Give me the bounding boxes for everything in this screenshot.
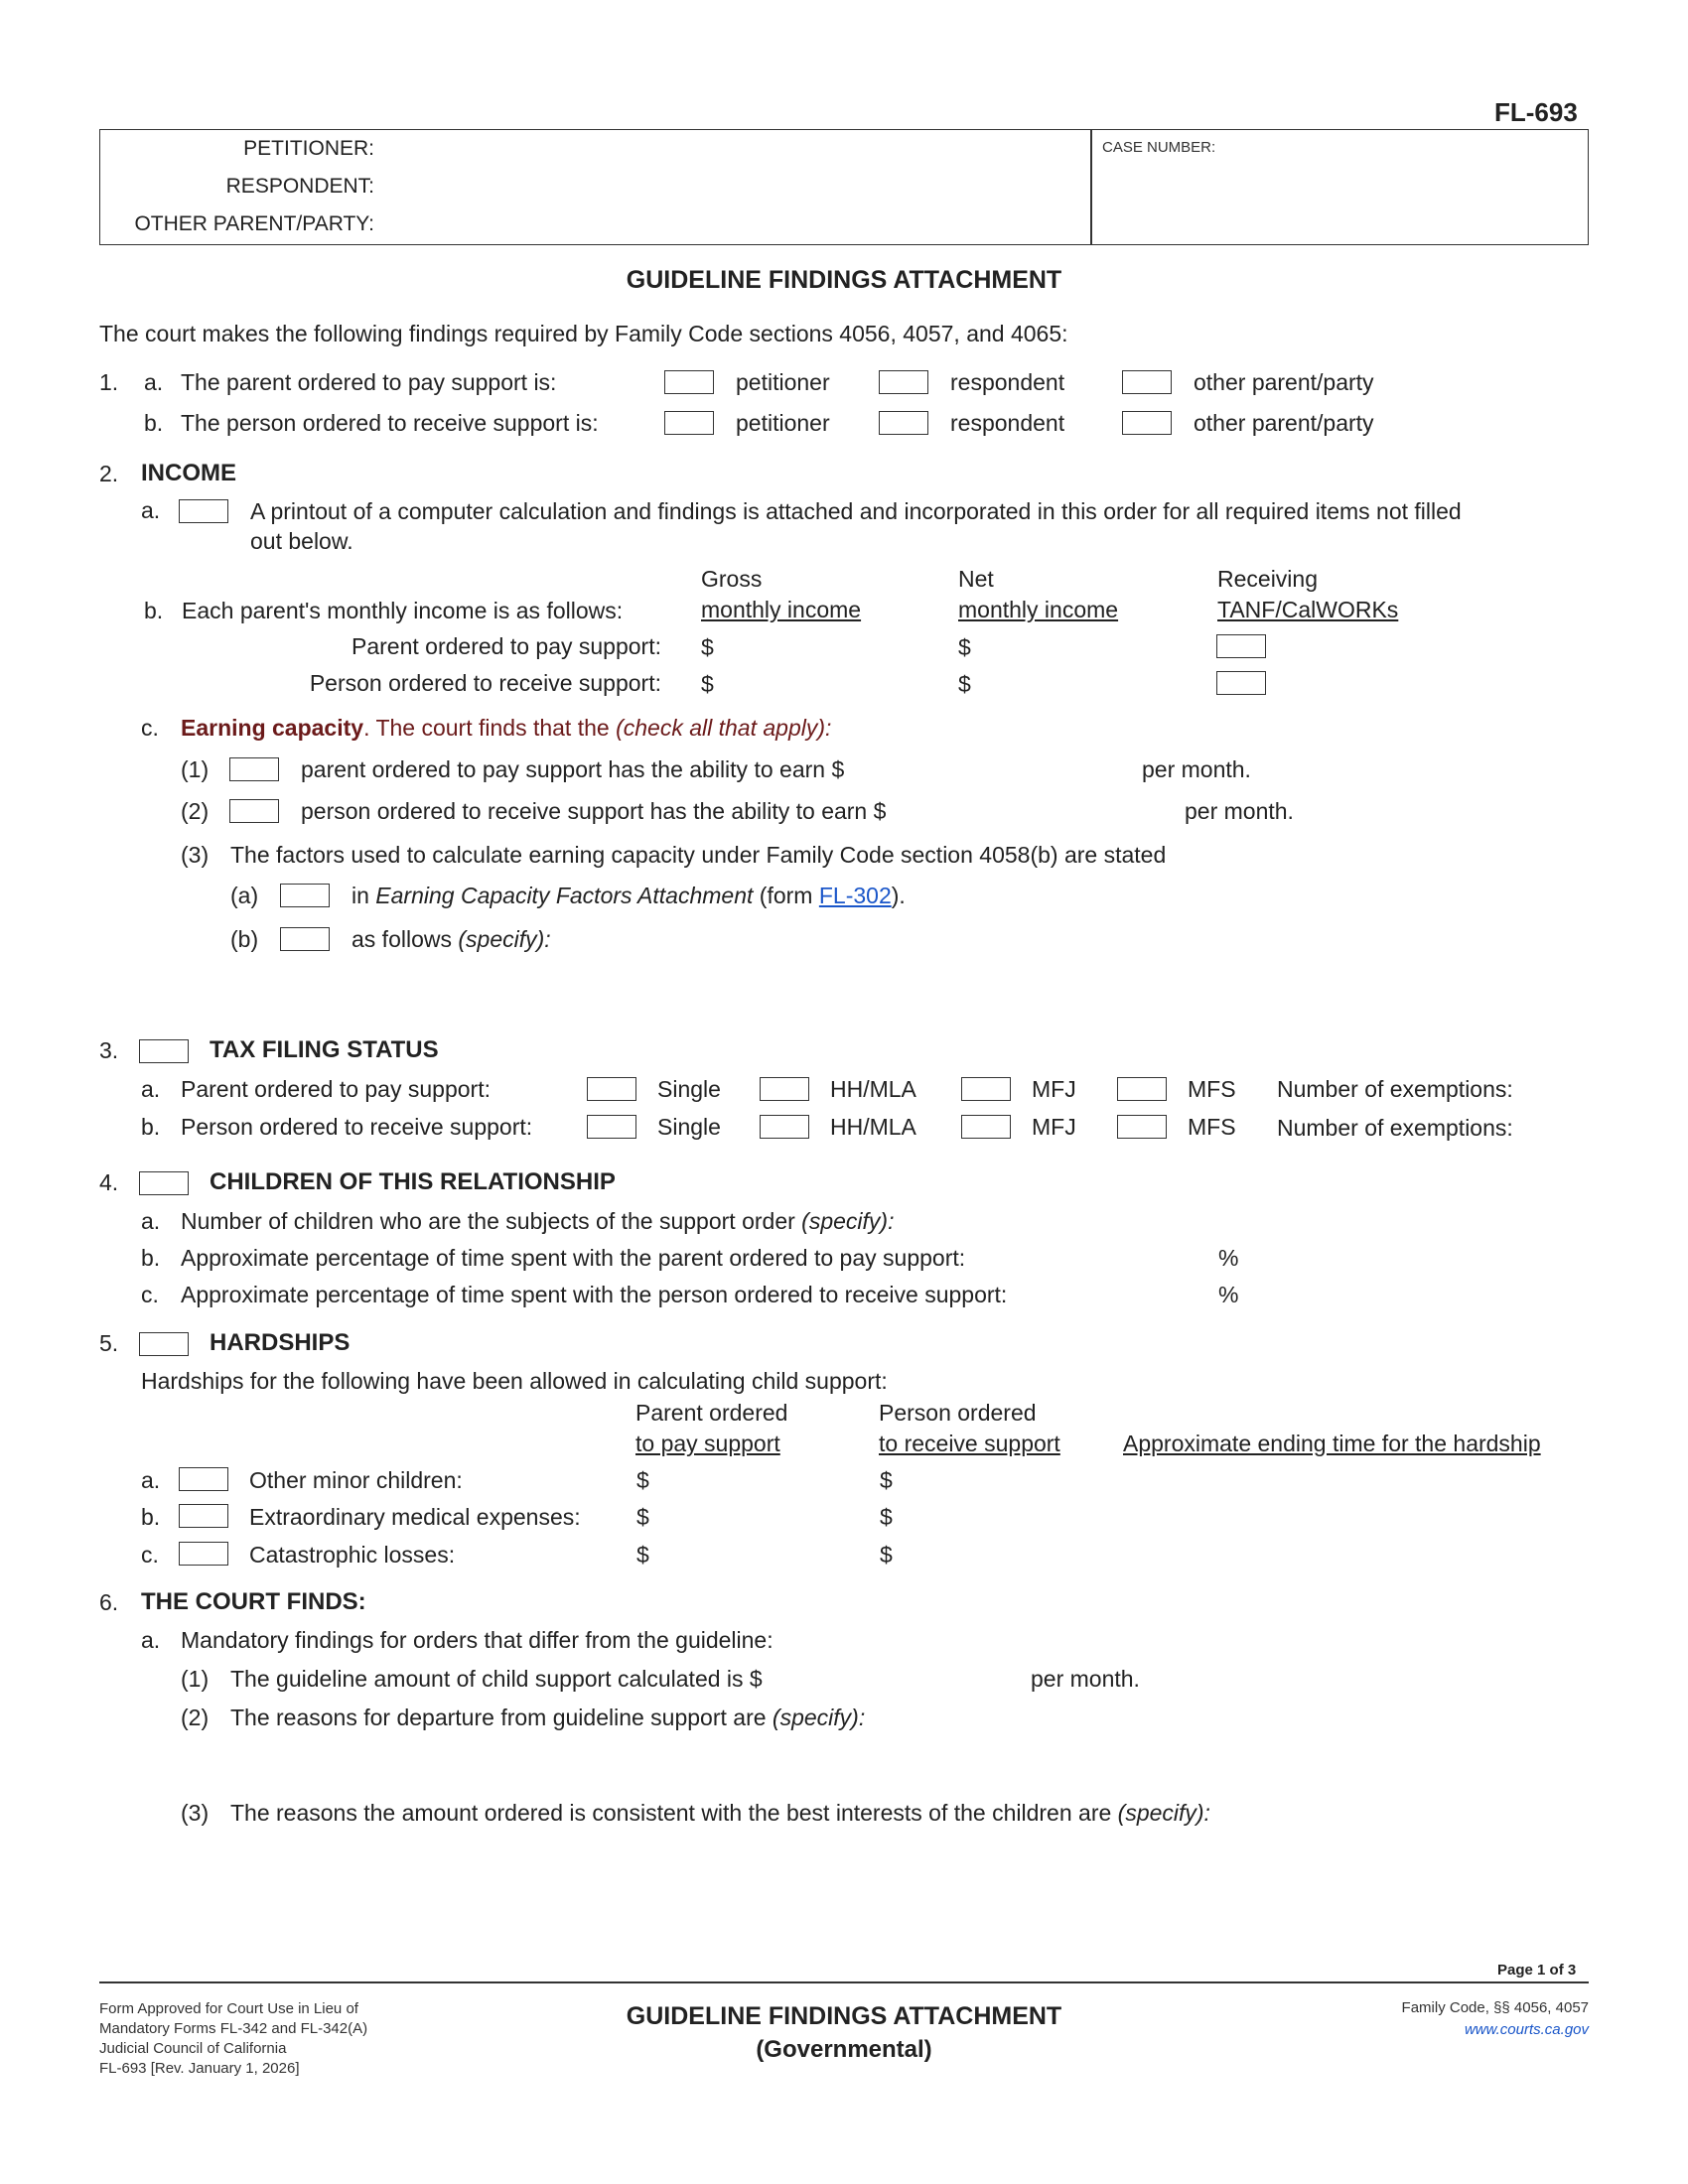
- s3a-hhmla-label: HH/MLA: [830, 1076, 916, 1102]
- s2c3b-italic: (specify):: [458, 926, 551, 952]
- s3b-single-label: Single: [657, 1114, 721, 1140]
- s5b-checkbox[interactable]: [179, 1504, 228, 1528]
- s5a-letter: a.: [141, 1467, 161, 1493]
- s4a-letter: a.: [141, 1208, 161, 1234]
- footer-rule: [99, 1981, 1589, 1983]
- petitioner-label: PETITIONER:: [243, 137, 374, 160]
- earning-capacity-italic: (check all that apply):: [616, 715, 832, 741]
- respondent-label: RESPONDENT:: [225, 175, 374, 198]
- s3b-mfs-checkbox[interactable]: [1117, 1115, 1167, 1139]
- row-receive-gross-dollar: $: [701, 671, 714, 697]
- s2a-line1: A printout of a computer calculation and findings is attached and incorporated in this order for all required items not filled: [250, 498, 1462, 524]
- s2c3b-text: [352, 928, 551, 951]
- form-number: FL-693: [1494, 97, 1578, 127]
- s1b-respondent-checkbox[interactable]: [879, 411, 928, 435]
- s1b-petitioner-label: petitioner: [736, 410, 830, 436]
- s4a-italic: (specify):: [801, 1208, 895, 1234]
- s2c2-text: person ordered to receive support has the ability to earn $: [301, 798, 887, 824]
- row-pay-net-dollar: $: [958, 634, 971, 660]
- s2c3-text: The factors used to calculate earning capacity under Family Code section 4058(b) are stated: [230, 842, 1167, 868]
- s3b-hhmla-label: HH/MLA: [830, 1114, 916, 1140]
- s5c-checkbox[interactable]: [179, 1542, 228, 1566]
- s5c-letter: c.: [141, 1542, 159, 1568]
- s5c-receive-dollar: $: [880, 1542, 893, 1568]
- s3b-mfs-label: MFS: [1188, 1114, 1236, 1140]
- s2c3a-num: (a): [230, 883, 259, 908]
- s1a-petitioner-label: petitioner: [736, 369, 830, 395]
- col-gross-1: Gross: [701, 566, 763, 592]
- s4a-text: [181, 1210, 894, 1233]
- s3a-mfs-label: MFS: [1188, 1076, 1236, 1102]
- s6-num: 6.: [99, 1589, 119, 1615]
- s4b-letter: b.: [141, 1245, 161, 1271]
- s5-num: 5.: [99, 1330, 119, 1356]
- s1b-other-checkbox[interactable]: [1122, 411, 1172, 435]
- s1a-respondent-checkbox[interactable]: [879, 370, 928, 394]
- s3b-text: Person ordered to receive support:: [181, 1114, 533, 1140]
- s5a-label: Other minor children:: [249, 1467, 463, 1493]
- s2c3-num: (3): [181, 842, 210, 868]
- s5b-pay-dollar: $: [636, 1504, 649, 1530]
- s6a2-text: [230, 1706, 865, 1729]
- row-receive-label: Person ordered to receive support:: [309, 670, 661, 696]
- s3-checkbox[interactable]: [139, 1039, 189, 1063]
- footer-subtitle: (Governmental): [756, 2036, 932, 2063]
- s2c3a-mid: (form: [753, 883, 819, 908]
- s1b-letter: b.: [144, 410, 164, 436]
- s2b-text: Each parent's monthly income is as follows:: [182, 598, 624, 623]
- s2c3a-text: [352, 885, 906, 907]
- s6a-text: Mandatory findings for orders that differ from the guideline:: [181, 1627, 774, 1653]
- s3b-mfj-label: MFJ: [1032, 1114, 1076, 1140]
- s5-col2-line2: to receive support: [879, 1431, 1060, 1456]
- s3a-exemptions: Number of exemptions:: [1277, 1076, 1513, 1102]
- s1b-respondent-label: respondent: [950, 410, 1065, 436]
- footer-left-3: Judicial Council of California: [99, 2040, 287, 2057]
- s4b-percent: %: [1218, 1245, 1239, 1271]
- caption-divider: [1090, 129, 1092, 245]
- s2a-checkbox[interactable]: [179, 499, 228, 523]
- s6a1-tail: per month.: [1031, 1666, 1140, 1692]
- s2c1-tail: per month.: [1142, 756, 1251, 782]
- s6a2-italic: (specify):: [772, 1705, 866, 1730]
- s1b-petitioner-checkbox[interactable]: [664, 411, 714, 435]
- s3a-text: Parent ordered to pay support:: [181, 1076, 491, 1102]
- s1a-other-checkbox[interactable]: [1122, 370, 1172, 394]
- s2a-line2: out below.: [250, 528, 353, 554]
- col-tanf-2: TANF/CalWORKs: [1217, 597, 1399, 622]
- s1a-respondent-label: respondent: [950, 369, 1065, 395]
- s2c1-num: (1): [181, 756, 210, 782]
- s4c-text: Approximate percentage of time spent with the person ordered to receive support:: [181, 1282, 1008, 1307]
- s1b-text: The person ordered to receive support is:: [181, 410, 599, 436]
- s6a1-text: The guideline amount of child support calculated is $: [230, 1666, 763, 1692]
- s4b-text: Approximate percentage of time spent with the parent ordered to pay support:: [181, 1245, 966, 1271]
- s5-col3: Approximate ending time for the hardship: [1123, 1431, 1541, 1456]
- s2c2-num: (2): [181, 798, 210, 824]
- s4-checkbox[interactable]: [139, 1171, 189, 1195]
- row-pay-tanf-checkbox[interactable]: [1216, 634, 1266, 658]
- earning-capacity-label: Earning capacity: [181, 715, 364, 741]
- footer-left-4: FL-693 [Rev. January 1, 2026]: [99, 2060, 300, 2077]
- s5-checkbox[interactable]: [139, 1332, 189, 1356]
- footer-right-1: Family Code, §§ 4056, 4057: [1401, 1999, 1589, 2016]
- s3a-single-label: Single: [657, 1076, 721, 1102]
- s5b-receive-dollar: $: [880, 1504, 893, 1530]
- s3a-hhmla-checkbox[interactable]: [760, 1077, 809, 1101]
- s2c3b-pre: as follows: [352, 926, 459, 952]
- s2c-text: [181, 717, 831, 740]
- s4c-percent: %: [1218, 1282, 1239, 1307]
- page-number: Page 1 of 3: [1497, 1962, 1577, 1979]
- s2-num: 2.: [99, 461, 119, 486]
- s2c1-checkbox[interactable]: [229, 757, 279, 781]
- s4-num: 4.: [99, 1169, 119, 1195]
- s3b-single-checkbox[interactable]: [587, 1115, 636, 1139]
- s2c1-text: parent ordered to pay support has the ability to earn $: [301, 756, 845, 782]
- s2c3a-checkbox[interactable]: [280, 884, 330, 907]
- s3-num: 3.: [99, 1037, 119, 1063]
- s6a2-num: (2): [181, 1705, 210, 1730]
- col-gross-2: monthly income: [701, 597, 862, 622]
- intro-text: The court makes the following findings required by Family Code sections 4056, 4057, and 4065:: [99, 321, 1068, 346]
- s2c3b-checkbox[interactable]: [280, 927, 330, 951]
- fl-302-link[interactable]: FL-302: [818, 883, 892, 908]
- s6a3-text-main: The reasons the amount ordered is consistent with the best interests of the children are: [230, 1800, 1118, 1826]
- s5b-letter: b.: [141, 1504, 161, 1530]
- courts-website-link[interactable]: www.courts.ca.gov: [1464, 2021, 1589, 2038]
- page-title: GUIDELINE FINDINGS ATTACHMENT: [626, 266, 1062, 294]
- s5-col1-line2: to pay support: [635, 1431, 780, 1456]
- s2c3b-num: (b): [230, 926, 259, 952]
- s2-heading: INCOME: [141, 460, 236, 486]
- s3a-mfj-label: MFJ: [1032, 1076, 1076, 1102]
- s2c3a-pre: in: [352, 883, 376, 908]
- s3a-single-checkbox[interactable]: [587, 1077, 636, 1101]
- s4a-text-main: Number of children who are the subjects of the support order: [181, 1208, 802, 1234]
- s6a2-text-main: The reasons for departure from guideline support are: [230, 1705, 773, 1730]
- s3b-mfj-checkbox[interactable]: [961, 1115, 1011, 1139]
- col-tanf-1: Receiving: [1217, 566, 1318, 592]
- s6a3-num: (3): [181, 1800, 210, 1826]
- s1b-other-label: other parent/party: [1194, 410, 1374, 436]
- col-net-1: Net: [958, 566, 994, 592]
- s5-col2-line1: Person ordered: [879, 1400, 1037, 1426]
- s4-heading: CHILDREN OF THIS RELATIONSHIP: [210, 1168, 616, 1195]
- s1a-other-label: other parent/party: [1194, 369, 1374, 395]
- other-party-label: OTHER PARENT/PARTY:: [134, 212, 374, 235]
- row-pay-gross-dollar: $: [701, 634, 714, 660]
- s3a-mfs-checkbox[interactable]: [1117, 1077, 1167, 1101]
- s5c-pay-dollar: $: [636, 1542, 649, 1568]
- s6a-letter: a.: [141, 1627, 161, 1653]
- s2c3a-italic: Earning Capacity Factors Attachment: [375, 883, 754, 908]
- s3-heading: TAX FILING STATUS: [210, 1036, 439, 1063]
- s5a-pay-dollar: $: [636, 1467, 649, 1493]
- s6a3-text: [230, 1802, 1210, 1825]
- s1a-text: The parent ordered to pay support is:: [181, 369, 557, 395]
- earning-capacity-text: . The court finds that the: [363, 715, 617, 741]
- s6-heading: THE COURT FINDS:: [141, 1588, 366, 1615]
- s2c2-checkbox[interactable]: [229, 799, 279, 823]
- s1a-letter: a.: [144, 369, 164, 395]
- footer-left-2: Mandatory Forms FL-342 and FL-342(A): [99, 2020, 368, 2037]
- col-net-2: monthly income: [958, 597, 1119, 622]
- row-receive-net-dollar: $: [958, 671, 971, 697]
- s1a-petitioner-checkbox[interactable]: [664, 370, 714, 394]
- footer-left-1: Form Approved for Court Use in Lieu of: [99, 2000, 358, 2017]
- s5a-checkbox[interactable]: [179, 1467, 228, 1491]
- s2c2-tail: per month.: [1185, 798, 1294, 824]
- s6a3-italic: (specify):: [1117, 1800, 1210, 1826]
- s2c3a-end: ).: [891, 883, 906, 908]
- s6a1-num: (1): [181, 1666, 210, 1692]
- s2b-letter: b.: [144, 598, 164, 623]
- s3b-letter: b.: [141, 1114, 161, 1140]
- s5b-label: Extraordinary medical expenses:: [249, 1504, 581, 1530]
- s3a-letter: a.: [141, 1076, 161, 1102]
- case-number-label: CASE NUMBER:: [1102, 139, 1216, 156]
- s3b-hhmla-checkbox[interactable]: [760, 1115, 809, 1139]
- row-receive-tanf-checkbox[interactable]: [1216, 671, 1266, 695]
- row-pay-label: Parent ordered to pay support:: [352, 633, 661, 659]
- s4c-letter: c.: [141, 1282, 159, 1307]
- footer-title: GUIDELINE FINDINGS ATTACHMENT: [626, 2002, 1062, 2030]
- s5-intro: Hardships for the following have been allowed in calculating child support:: [141, 1368, 888, 1394]
- s5a-receive-dollar: $: [880, 1467, 893, 1493]
- s2a-letter: a.: [141, 497, 161, 523]
- s3b-exemptions: Number of exemptions:: [1277, 1115, 1513, 1141]
- s5-col1-line1: Parent ordered: [635, 1400, 788, 1426]
- s5-heading: HARDSHIPS: [210, 1329, 351, 1356]
- s1-num: 1.: [99, 369, 119, 395]
- s5c-label: Catastrophic losses:: [249, 1542, 456, 1568]
- s2c-letter: c.: [141, 715, 159, 741]
- s3a-mfj-checkbox[interactable]: [961, 1077, 1011, 1101]
